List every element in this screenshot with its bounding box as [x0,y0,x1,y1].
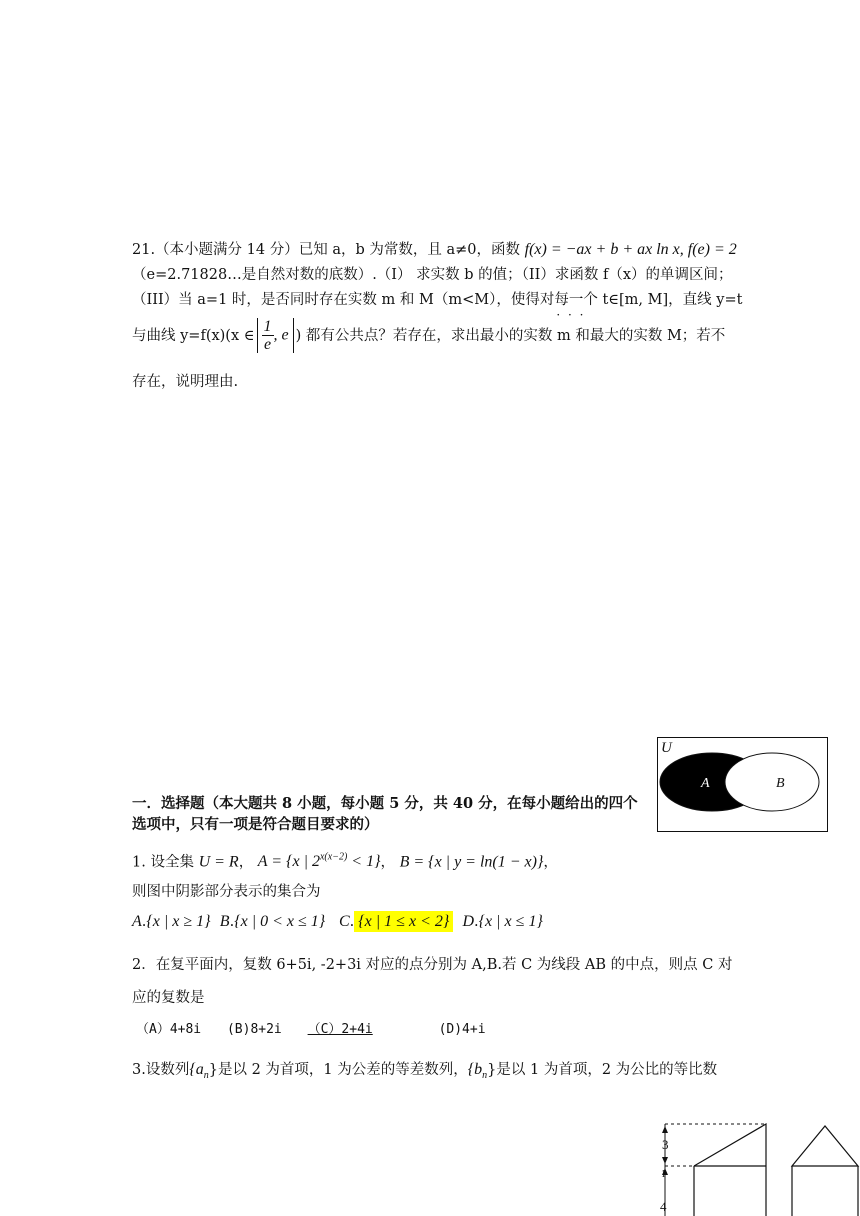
dimension-label-3: 3 [662,1137,669,1152]
q21-fraction-numerator: 1 [263,318,272,335]
q1-options: A.{x | x ≥ 1} B.{x | 0 < x ≤ 1} C. {x | 1 ≤ x < 2} D.{x | x ≤ 1} [132,913,543,930]
q2-option-b: (B)8+2i [226,1022,282,1037]
q1-option-a: {x | x ≥ 1} [146,913,211,930]
q1-stem-end: ， [543,854,558,871]
q1-set-a-end: < 1} [347,853,381,871]
q21-interval-bracket [257,318,294,353]
q2-option-d: (D)4+i [438,1022,486,1037]
dimension-label-1: 1 [661,1169,666,1180]
q3-mid: }是以 2 为首项，1 为公差的等差数列， [208,1062,468,1078]
section-heading-line1: 一．选择题（本大题共 8 小题，每小题 5 分，共 40 分，在每小题给出的四个 [132,795,638,812]
q1-set-a-exponent: x(x−2) [319,852,348,863]
dimension-label-4: 4 [660,1199,667,1214]
q1-stem: 1. 设全集 U = R， A = {x | $2^{x(x-2)} < 1$}， B = {x | y = ln(1 − x)}， [132,852,558,871]
venn-diagram [657,737,829,833]
q21-line4-b: ) 都有公共点？若存在，求出最小的实数 m 和最大的实数 M；若不 [295,327,726,344]
side-view-roof [792,1126,858,1166]
q21-emphasis-text: 每一个 · · · [554,292,598,308]
q21-line5: 存在，说明理由. [132,374,239,390]
q21-line3 [132,290,742,310]
q3-seq-b [467,1061,488,1082]
q1-option-a-label: A [132,913,142,930]
q1-set-a [258,853,381,870]
q2-line2: 应的复数是 [132,990,205,1006]
q2-option-c-underlined: （C）2+4i [307,1022,373,1037]
q3-seq-b-symbol: {b [467,1061,483,1078]
q1-universe-set: U = R [198,853,239,871]
q2-options [136,1020,486,1040]
q21-line3-a: （III）当 a=1 时，是否同时存在实数 m 和 M（m<M），使得对 [132,292,555,308]
q3-line1 [132,1060,717,1086]
q21-line4 [132,318,725,353]
q21-line3-b: t∈[m, M]，直线 y=t [597,292,743,308]
venn-set-a-label: A [701,776,710,791]
q1-option-b: {x | 0 < x ≤ 1} [234,913,326,930]
venn-universe-label: U [661,740,672,756]
q1-option-d-label: D [462,913,475,930]
q1-set-a-base: A = {x | 2 [257,853,320,871]
q3-seq-a-sub: n [203,1070,209,1082]
q21-interval-end: , e [273,326,289,344]
q21-fraction [262,318,274,353]
q21-line1-prefix: 21.（本小题满分 14 分）已知 a，b 为常数，且 a≠0，函数 [132,242,521,258]
q1-option-c-highlighted: {x | 1 ≤ x < 2} [354,911,453,932]
q2-option-a: （A）4+8i [136,1022,202,1037]
q21-function-formula: f(x) = −ax + b + ax ln x, f(e) = 2 [524,241,737,258]
q3-end: }是以 1 为首项，2 为公比的等比数 [487,1062,718,1078]
q1-option-d: {x | x ≤ 1} [478,913,543,930]
q3-seq-a [189,1061,209,1082]
q3-prefix: 3.设数列 [132,1062,190,1078]
venn-set-b-label: B [776,776,785,791]
q21-line1 [132,240,737,260]
section-heading-line2: 选项中，只有一项是符合题目要求的） [132,816,379,833]
q1-option-b-label: B [219,913,230,930]
q1-option-c-label: C [339,913,350,930]
q3-seq-a-symbol: {a [189,1061,204,1078]
three-view-figure [650,1118,860,1216]
q1-stem-line2: 则图中阴影部分表示的集合为 [132,884,321,900]
dimension-arrow-mid-up [662,1157,668,1164]
q1-stem-prefix: 1. 设全集 [132,854,194,871]
front-view-outline [694,1124,766,1216]
q21-line4-a: 与曲线 y=f(x)(x ∈ [132,327,255,344]
venn-set-b [725,753,819,811]
q21-line2: （e=2.71828…是自然对数的底数）.（I） 求实数 b 的值；（II）求函数 f（x）的单调区间； [132,267,733,283]
q1-set-b: B = {x | y = ln(1 − x)} [399,853,544,871]
q3-seq-b-sub: n [482,1070,488,1082]
dimension-arrow-top [662,1126,668,1133]
q2-line1: 2．在复平面内，复数 6+5i, -2+3i 对应的点分别为 A,B.若 C 为线段 AB 的中点，则点 C 对 [132,957,733,973]
q21-fraction-denominator: e [263,336,272,353]
